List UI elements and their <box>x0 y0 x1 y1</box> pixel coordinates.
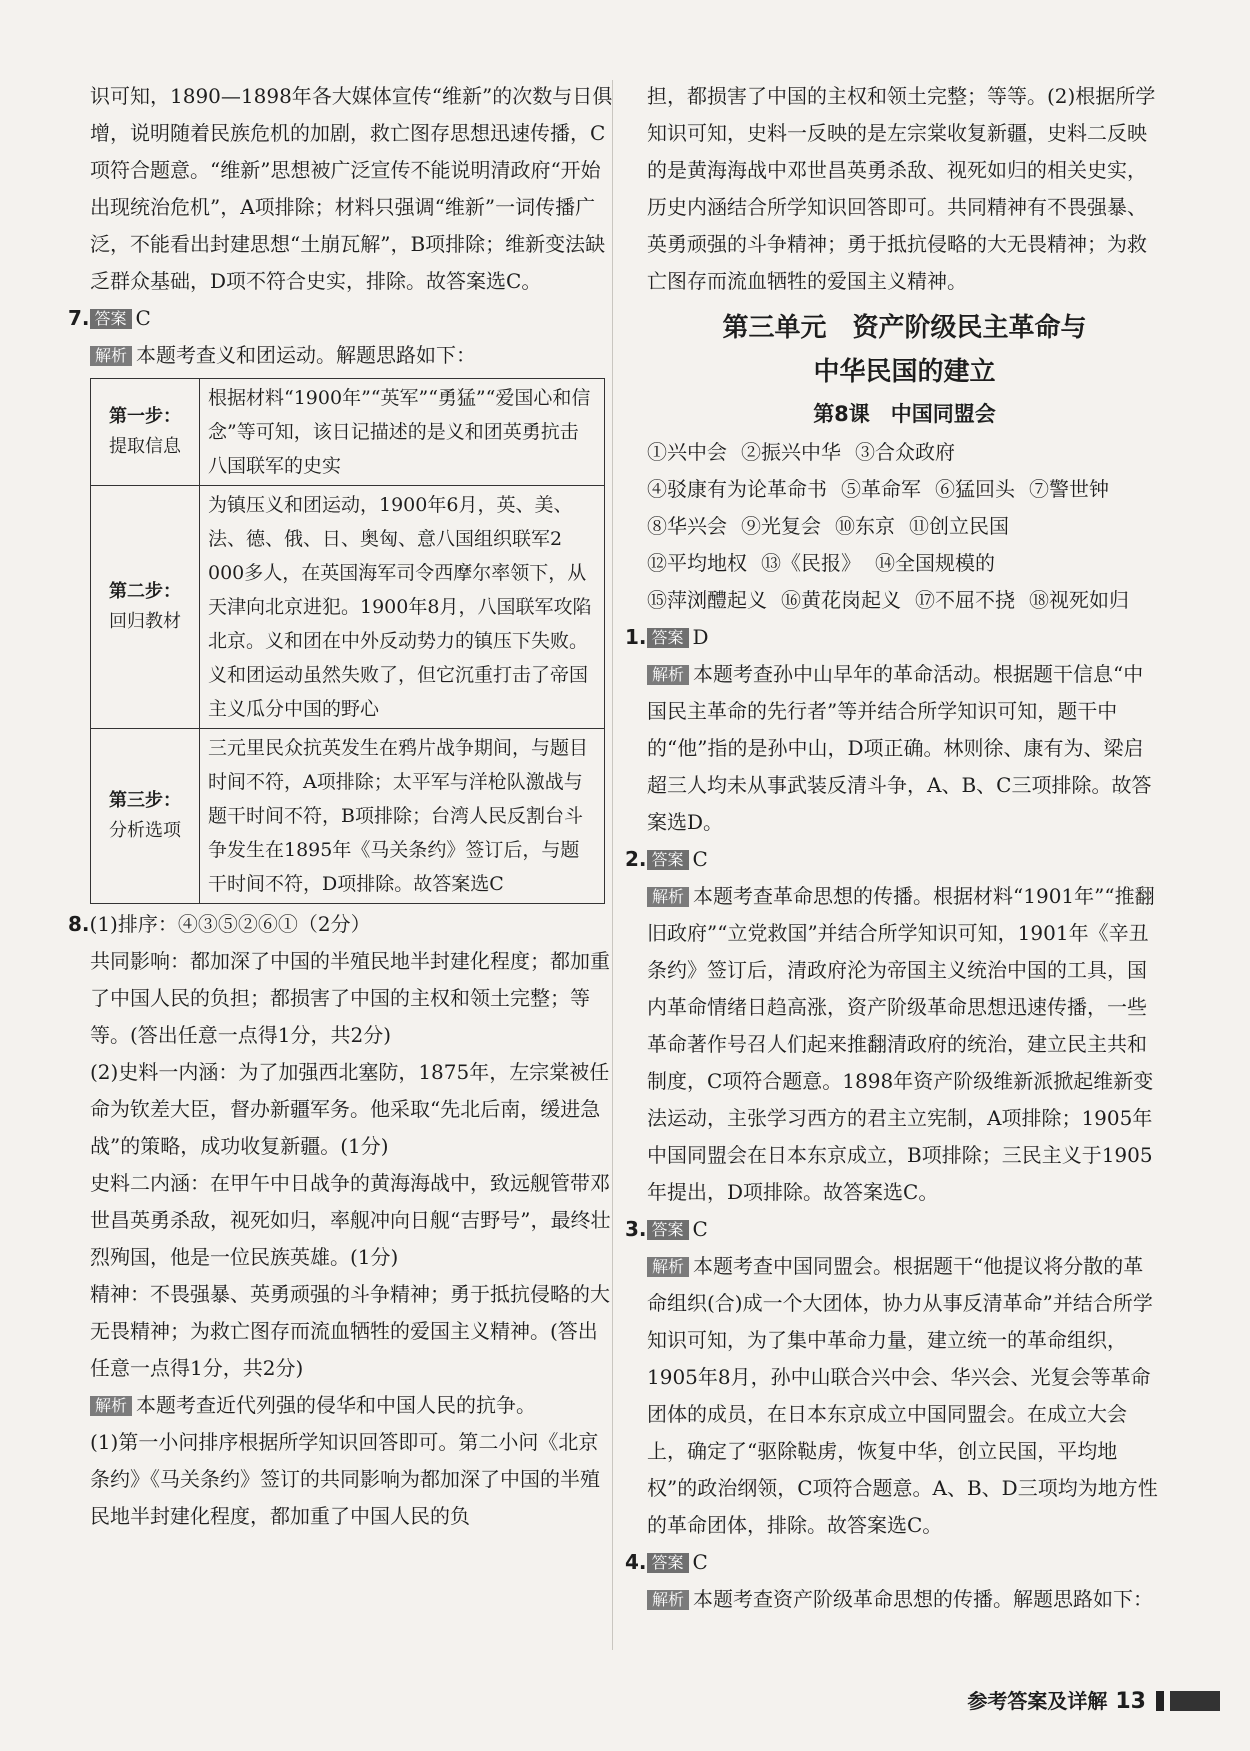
question-number: 8. <box>68 912 90 936</box>
answer-tag: 答案 <box>647 850 689 870</box>
question-8-explanation-detail: (1)第一小问排序根据所学知识回答即可。第二小问《北京条约》《马关条约》签订的共同影响为都加深了中国的半殖民地半封建化程度，都加重了中国人民的负 <box>90 1430 600 1528</box>
fill-row: ⑫平均地权 ⑬《民报》 ⑭全国规模的 <box>647 551 995 575</box>
question-8-part-1: 8.(1)排序：④③⑤②⑥①（2分） <box>68 912 371 936</box>
question-3-explanation: 解析 本题考查中国同盟会。根据题干“他提议将分散的革命组织(合)成一个大团体，协力从事反清革命”并结合所学知识可知，为了集中革命力量，建立统一的革命组织，1905年8月，孙中山联合兴中会、华兴会、光复会等革命团体的成员，在日本东京成立中国同盟会。在成立大会上，确定了“驱除鞑虏，恢复中华，创立民国，平均地权”的政治纲领，C项符合题意。A、B、D三项均为地方性的革命团体，排除。故答案选C。 <box>647 1254 1158 1537</box>
step-row <box>91 729 605 904</box>
step-body: 根据材料“1900年”“英军”“勇猛”“爱国心和信念”等可知，该日记描述的是义和团英勇抗击八国联军的史实 <box>200 379 605 486</box>
page-number: 13 <box>1115 1689 1146 1714</box>
question-7-explanation: 解析 本题考查义和团运动。解题思路如下： <box>90 337 615 374</box>
step-head: 第三步： 分析选项 <box>91 729 200 904</box>
answer-tag: 答案 <box>647 628 689 648</box>
explanation-tag: 解析 <box>647 887 689 907</box>
fill-row: ⑮萍浏醴起义 ⑯黄花岗起义 ⑰不屈不挠 ⑱视死如归 <box>647 588 1129 612</box>
step-head: 第二步： 回归教材 <box>91 486 200 729</box>
right-column <box>625 78 1162 1618</box>
step-body: 为镇压义和团运动，1900年6月，英、美、法、德、俄、日、奥匈、意八国组织联军2 000多人，在英国海军司令西摩尔率领下，从天津向北京进犯。1900年8月，八国联军攻陷北京。义和团在中外反动势力的镇压下失败。义和团运动虽然失败了，但它沉重打击了帝国主义瓜分中国的野心 <box>200 486 605 729</box>
lesson-title: 第8课 中国同盟会 <box>813 402 996 426</box>
left-column <box>68 78 615 1535</box>
question-8-source-1: (2)史料一内涵：为了加强西北塞防，1875年，左宗棠被任命为钦差大臣，督办新疆军务。他采取“先北后南，缓进急战”的策略，成功收复新疆。(1分) <box>90 1060 610 1158</box>
question-2-answer: 2. 答案 C <box>625 847 708 871</box>
explanation-tag: 解析 <box>647 1590 689 1610</box>
question-8-spirit: 精神：不畏强暴、英勇顽强的斗争精神；勇于抵抗侵略的大无畏精神；为救亡图存而流血牺牲的爱国主义精神。(答出任意一点得1分，共2分) <box>90 1282 610 1380</box>
answer-tag: 答案 <box>90 309 132 329</box>
explanation-tag: 解析 <box>647 665 689 685</box>
answer-value: C <box>135 306 151 330</box>
question-8-common-impact: 共同影响：都加深了中国的半殖民地半封建化程度；都加重了中国人民的负担；都损害了中国的主权和领土完整；等等。(答出任意一点得1分，共2分) <box>90 949 610 1047</box>
step-body: 三元里民众抗英发生在鸦片战争期间，与题目时间不符，A项排除；太平军与洋枪队激战与题干时间不符，B项排除；台湾人民反割台斗争发生在1895年《马关条约》签订后，与题干时间不符，D项排除。故答案选C <box>200 729 605 904</box>
question-4-answer: 4. 答案 C <box>625 1550 708 1574</box>
page-footer <box>967 1685 1220 1714</box>
question-8-explanation: 解析 本题考查近代列强的侵华和中国人民的抗争。 <box>90 1387 615 1424</box>
footer-label: 参考答案及详解 <box>967 1689 1108 1713</box>
answer-tag: 答案 <box>647 1553 689 1573</box>
fill-row: ④驳康有为论革命书 ⑤革命军 ⑥猛回头 ⑦警世钟 <box>647 477 1109 501</box>
step-row <box>91 486 605 729</box>
question-8-source-2: 史料二内涵：在甲午中日战争的黄海海战中，致远舰管带邓世昌英勇杀敌，视死如归，率舰冲向日舰“吉野号”，最终壮烈殉国，他是一位民族英雄。(1分) <box>90 1171 611 1269</box>
unit-title: 第三单元 资产阶级民主革命与 中华民国的建立 <box>722 313 1087 387</box>
step-row <box>91 379 605 486</box>
explanation-tag: 解析 <box>647 1257 689 1277</box>
question-1-explanation: 解析 本题考查孙中山早年的革命活动。根据题干信息“中国民主革命的先行者”等并结合所学知识可知，题干中的“他”指的是孙中山，D项正确。林则徐、康有为、梁启超三人均未从事武装反清斗争，A、B、C三项排除。故答案选D。 <box>647 662 1152 834</box>
question-4-explanation: 解析 本题考查资产阶级革命思想的传播。解题思路如下： <box>647 1581 1162 1618</box>
question-2-explanation: 解析 本题考查革命思想的传播。根据材料“1901年”“推翻旧政府”“立党救国”并结合所学知识可知，1901年《辛丑条约》签订后，清政府沦为帝国主义统治中国的工具，国内革命情绪日趋高涨，资产阶级革命思想迅速传播，一些革命著作号召人们起来推翻清政府的统治，建立民主共和制度，C项符合题意。1898年资产阶级维新派掀起维新变法运动，主张学习西方的君主立宪制，A项排除；1905年中国同盟会在日本东京成立，B项排除；三民主义于1905年提出，D项排除。故答案选C。 <box>647 884 1155 1204</box>
footer-bar-icon <box>1156 1691 1164 1711</box>
continued-explanation: 担，都损害了中国的主权和领土完整；等等。(2)根据所学知识可知，史料一反映的是左宗棠收复新疆，史料二反映的是黄海海战中邓世昌英勇杀敌、视死如归的相关史实，历史内涵结合所学知识回答即可。共同精神有不畏强暴、英勇顽强的斗争精神；勇于抵抗侵略的大无畏精神；为救亡图存而流血牺牲的爱国主义精神。 <box>647 84 1156 293</box>
fill-in-answers <box>647 434 1162 619</box>
question-7-answer <box>68 300 615 337</box>
answer-tag: 答案 <box>647 1220 689 1240</box>
question-1-answer: 1. 答案 D <box>625 625 709 649</box>
explanation-tag: 解析 <box>90 1396 132 1416</box>
footer-block-icon <box>1170 1691 1220 1711</box>
continued-explanation: 识可知，1890—1898年各大媒体宣传“维新”的次数与日俱增，说明随着民族危机的加剧，救亡图存思想迅速传播，C项符合题意。“维新”思想被广泛宣传不能说明清政府“开始出现统治危机”，A项排除；材料只强调“维新”一词传播广泛，不能看出封建思想“土崩瓦解”，B项排除；维新变法缺乏群众基础，D项不符合史实，排除。故答案选C。 <box>90 84 613 293</box>
explanation-tag: 解析 <box>90 346 132 366</box>
question-3-answer: 3. 答案 C <box>625 1217 708 1241</box>
solution-steps-table <box>90 378 605 904</box>
fill-row: ⑧华兴会 ⑨光复会 ⑩东京 ⑪创立民国 <box>647 514 1009 538</box>
step-head: 第一步： 提取信息 <box>91 379 200 486</box>
fill-row: ①兴中会 ②振兴中华 ③合众政府 <box>647 440 955 464</box>
question-number: 7. <box>68 306 90 330</box>
